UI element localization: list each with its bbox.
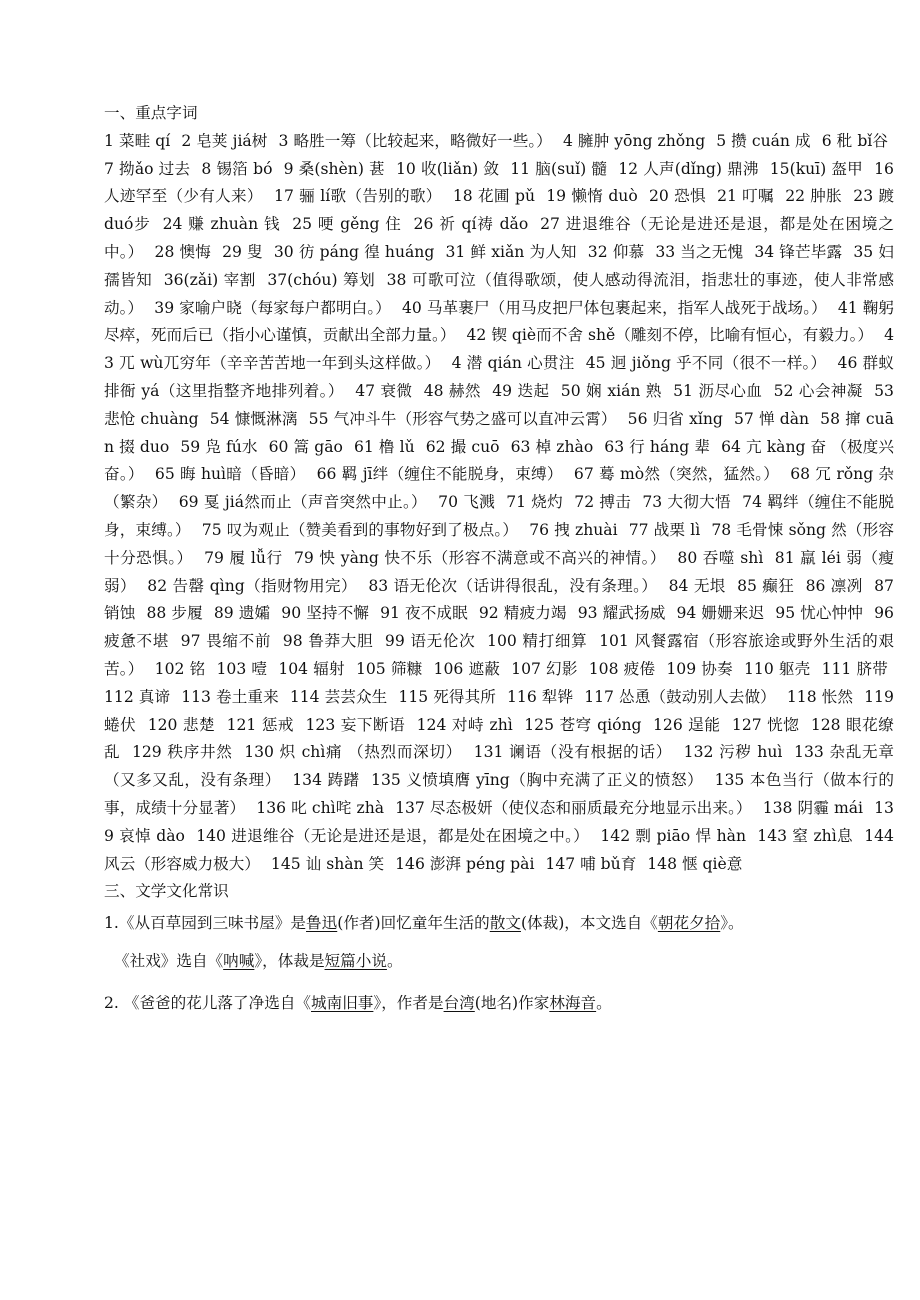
vocab-item: 95 忧心忡忡: [775, 604, 863, 623]
vocab-heading: 一、重点字词: [104, 104, 198, 122]
text-segment: (作者)回忆童年生活的: [337, 914, 490, 933]
vocab-item: 66 羁 jī绊（缠住不能脱身，束缚）: [316, 465, 563, 484]
vocab-item: 85 癫狂: [737, 576, 795, 595]
vocab-item: 21 叮嘱: [717, 187, 774, 206]
vocab-item: 7 拗ǎo 过去: [104, 159, 191, 178]
vocab-item: 29 叟: [222, 242, 263, 261]
vocab-item: 110 躯壳: [743, 659, 811, 678]
vocab-item: 137 尽态极妍（使仪态和丽质最充分地显示出来。）: [395, 798, 752, 817]
vocab-item: 19 懒惰 duò: [546, 187, 638, 206]
vocab-item: 84 无垠: [668, 576, 726, 595]
text-segment: 》，作者是: [373, 993, 444, 1012]
vocab-item: 76 拽 zhuài: [529, 520, 618, 539]
vocab-item: 18 花圃 pǔ: [452, 187, 535, 206]
vocab-item: 28 懊悔: [154, 242, 211, 261]
vocab-item: 71 烧灼: [506, 493, 564, 512]
vocab-item: 82 告罄 qìng（指财物用完）: [147, 576, 357, 595]
vocab-item: 68 冗 rǒng 杂（繁杂）: [104, 465, 894, 512]
vocab-item: 94 姗姗来迟: [676, 604, 765, 623]
author-name: 鲁迅: [306, 914, 338, 933]
vocab-item: 38 可歌可泣（值得歌颂，使人感动得流泪，指悲壮的事迹，使人非常感动。）: [104, 270, 894, 317]
vocab-item: 112 真谛: [104, 687, 171, 706]
vocab-item: 16 人迹罕至（少有人来）: [104, 159, 894, 206]
vocab-item: 32 仰慕: [587, 242, 645, 261]
vocab-item: 96 疲惫不堪: [104, 604, 894, 651]
vocab-item: 57 惮 dàn: [734, 409, 810, 428]
vocab-item: 117 怂恿（鼓动别人去做）: [584, 687, 776, 706]
vocab-item: 77 战栗 lì: [628, 520, 701, 539]
vocab-item: 59 凫 fú水: [180, 437, 258, 456]
vocab-item: 63 行 háng 辈: [604, 437, 711, 456]
vocab-item: 89 遗孀: [213, 604, 271, 623]
vocab-item: 69 戛 jiá然而止（声音突然中止。）: [178, 493, 427, 512]
vocab-item: 144 风云（形容威力极大）: [104, 826, 894, 873]
vocab-item: 45 迥 jiǒng 乎不同（很不一样。）: [585, 354, 827, 373]
vocab-item: 134 踌躇: [292, 771, 360, 790]
vocab-item: 142 剽 piāo 悍 hàn: [600, 826, 747, 845]
document-page: [104, 100, 894, 1018]
vocab-item: 43 兀 wù兀穷年（辛辛苦苦地一年到头这样做。）: [104, 326, 895, 373]
text-segment: 《社戏》选自《: [114, 951, 224, 970]
text-segment: 《爸爸的花儿落了: [123, 993, 249, 1012]
place-name: 台湾: [443, 993, 475, 1012]
vocab-item: 132 污秽 huì: [683, 743, 783, 762]
vocab-item: 109 协奏: [666, 659, 733, 678]
genre: 短篇小说: [324, 951, 387, 970]
vocab-item: 111 脐带: [821, 659, 888, 678]
vocab-item: 15(kuī) 盔甲: [769, 159, 863, 178]
vocab-item: 70 飞溅: [438, 493, 495, 512]
vocab-item: 104 辐射: [278, 659, 345, 678]
vocab-item: 129 秩序井然: [131, 743, 233, 762]
vocab-item: 103 噎: [216, 659, 268, 678]
vocab-item: 91 夜不成眠: [380, 604, 468, 623]
vocab-item: 67 蓦 mò然（突然，猛然。）: [573, 465, 780, 484]
source-book: 呐喊: [223, 951, 255, 970]
vocab-item: 79 怏 yàng 快不乐（形容不满意或不高兴的神情。）: [293, 548, 666, 567]
vocab-item: 147 哺 bǔ育: [545, 854, 637, 873]
vocab-item: 6 秕 bǐ谷: [821, 131, 888, 150]
vocab-item: 31 鲜 xiǎn 为人知: [445, 242, 577, 261]
vocab-list: [104, 128, 894, 879]
vocab-item: 25 哽 gěng 住: [292, 215, 402, 234]
vocab-item: 128 眼花缭乱: [104, 715, 894, 762]
vocab-item: 92 精疲力竭: [478, 604, 567, 623]
vocab-item: 3 略胜一筹（比较起来，略微好一些。）: [278, 131, 552, 150]
vocab-item: 42 锲 qiè而不舍 shě（雕刻不停，比喻有恒心，有毅力。）: [466, 326, 874, 345]
vocab-item: 4 潜 qián 心贯注: [451, 354, 575, 373]
vocab-item: 115 死得其所: [398, 687, 496, 706]
vocab-item: 138 阴霾 mái: [762, 798, 864, 817]
vocab-item: 74 羁绊（缠住不能脱身，束缚。）: [104, 493, 894, 539]
vocab-item: 99 语无伦次: [384, 632, 476, 651]
vocab-item: 73 大彻大悟: [642, 493, 731, 512]
vocab-item: 22 肿胀: [785, 187, 843, 206]
vocab-item: 62 撮 cuō: [425, 437, 500, 456]
text-segment: 。: [596, 993, 612, 1012]
vocab-item: 100 精打细算: [487, 632, 588, 651]
vocab-item: 81 羸 léi 弱（瘦弱）: [104, 548, 894, 595]
vocab-item: 90 坚持不懈: [281, 604, 370, 623]
vocab-item: 4 臃肿 yōng zhǒng: [562, 131, 706, 150]
vocab-item: 53 悲怆 chuàng: [104, 381, 894, 428]
vocab-item: 20 恐惧: [649, 187, 706, 206]
vocab-item: 88 步履: [146, 604, 203, 623]
vocab-item: 118 怅然: [786, 687, 854, 706]
vocab-item: 34 锋芒毕露: [754, 242, 843, 261]
vocab-item: 145 讪 shàn 笑: [270, 854, 385, 873]
vocab-item: 52 心会神凝: [773, 381, 863, 400]
source-book: 城南旧事: [311, 993, 374, 1012]
vocab-item: 101 风餐露宿（形容旅途或野外生活的艰苦。）: [104, 632, 894, 678]
vocab-item: 17 骊 lí歌（告别的歌）: [274, 187, 442, 206]
vocab-item: 123 妄下断语: [305, 715, 406, 734]
vocab-item: 51 沥尽心血: [673, 381, 763, 400]
vocab-item: 37(chóu) 筹划: [267, 270, 376, 289]
vocab-item: 146 澎湃 péng pài: [395, 854, 535, 873]
vocab-item: 114 芸芸众生: [289, 687, 388, 706]
culture-item-1b: [104, 948, 894, 976]
vocab-item: 106 遮蔽: [433, 659, 501, 678]
vocab-item: 108 疲倦: [588, 659, 656, 678]
item-number: 1.: [104, 914, 119, 933]
vocab-item: 116 犁铧: [507, 687, 574, 706]
text-segment: (地名)作家: [474, 993, 550, 1012]
text-segment: 》。: [720, 914, 744, 933]
vocab-item: 119 蜷伏: [104, 687, 894, 734]
vocab-item: 11 脑(suǐ) 髓: [510, 159, 608, 178]
vocab-item: 24 赚 zhuàn 钱: [162, 215, 281, 234]
vocab-item: 48 赫然: [423, 381, 481, 400]
vocab-item: 120 悲楚: [147, 715, 216, 734]
culture-heading: 三、文学文化常识: [104, 882, 229, 901]
vocab-item: 50 娴 xián 熟: [560, 381, 662, 400]
vocab-item: 36(zǎi) 宰割: [163, 270, 256, 289]
vocab-item: 113 卷土重来: [181, 687, 279, 706]
item-number: 2.: [104, 993, 119, 1012]
text-segment: 《从百草园到三味书屋》是: [118, 914, 307, 933]
vocab-item: 143 窒 zhì息: [757, 826, 853, 845]
vocab-item: 126 逞能: [653, 715, 721, 734]
vocab-item: 83 语无伦次（话讲得很乱，没有条理。）: [368, 576, 658, 595]
vocab-item: 125 苍穹 qióng: [524, 715, 642, 734]
vocab-item: 121 惩戒: [226, 715, 295, 734]
text-segment: 。: [386, 951, 403, 970]
vocab-item: 127 恍惚: [731, 715, 800, 734]
vocab-item: 75 叹为观止（赞美看到的事物好到了极点。）: [201, 520, 519, 539]
vocab-item: 97 畏缩不前: [180, 632, 272, 651]
vocab-item: 130 炽 chì痛 （热烈而深切）: [244, 743, 463, 762]
vocab-item: 55 气冲斗牛（形容气势之盛可以直冲云霄）: [308, 409, 617, 428]
vocab-item: 61 橹 lǔ: [354, 437, 415, 456]
vocab-item: 54 慷慨淋漓: [209, 409, 298, 428]
vocab-item: 135 义愤填膺 yīng（胸中充满了正义的愤怒）: [371, 771, 704, 790]
vocab-item: 93 耀武扬威: [577, 604, 666, 623]
vocab-item: 65 晦 huì暗（昏暗）: [154, 465, 306, 484]
vocab-item: 136 叱 chì咤 zhà: [256, 798, 385, 817]
vocab-item: 63 棹 zhào: [510, 437, 594, 456]
vocab-item: 40 马革裹尸（用马皮把尸体包裹起来，指军人战死于战场。）: [401, 298, 827, 317]
vocab-item: 64 亢 kàng 奋 （极度兴奋。）: [104, 437, 894, 484]
vocab-item: 98 鲁莽大胆: [282, 632, 374, 651]
vocab-item: 87 销蚀: [104, 576, 894, 623]
vocab-item: 46 群蚁排衙 yá（这里指整齐地排列着。）: [104, 354, 894, 400]
vocab-item: 35 妇孺皆知: [104, 242, 894, 289]
vocab-item: 27 进退维谷（无论是进还是退，都是处在困境之中。）: [104, 215, 894, 261]
vocab-item: 56 归省 xǐng: [627, 409, 723, 428]
vocab-item: 72 搏击: [574, 493, 632, 512]
vocab-item: 8 锡箔 bó: [201, 159, 273, 178]
vocab-item: 47 衰微: [355, 381, 413, 400]
vocab-item: 86 凛冽: [805, 576, 863, 595]
vocab-item: 12 人声(dǐng) 鼎沸: [618, 159, 759, 178]
vocab-item: 49 迭起: [492, 381, 550, 400]
vocab-item: 26 祈 qí祷 dǎo: [413, 215, 529, 234]
vocab-item: 23 踱 duó步: [104, 187, 894, 234]
vocab-item: 2 皂荚 jiá树: [181, 131, 268, 150]
vocab-item: 139 哀悼 dào: [104, 798, 894, 845]
vocab-item: 102 铭: [154, 659, 206, 678]
vocab-item: 124 对峙 zhì: [416, 715, 513, 734]
vocab-item: 78 毛骨悚 sǒng 然（形容十分恐惧。）: [104, 520, 894, 567]
source-book: 朝花夕拾: [657, 914, 721, 933]
vocab-item: 39 家喻户晓（每家每户都明白。）: [154, 298, 391, 317]
vocab-item: 133 杂乱无章（又多又乱，没有条理）: [104, 743, 894, 790]
genre: 散文: [489, 914, 521, 933]
text-segment: 净选自《: [248, 993, 312, 1012]
vocab-item: 10 收(liǎn) 敛: [395, 159, 500, 178]
vocab-item: 79 履 lǚ行: [204, 548, 283, 567]
vocab-item: 41 鞠躬尽瘁，死而后已（指小心谨慎，贡献出全部力量。）: [104, 298, 894, 345]
vocab-item: 131 谰语（没有根据的话）: [473, 743, 672, 762]
vocab-item: 135 本色当行（做本行的事，成绩十分显著）: [104, 771, 894, 817]
vocab-item: 30 彷 páng 徨 huáng: [273, 242, 435, 261]
vocab-item: 105 筛糠: [355, 659, 423, 678]
culture-item-2: [104, 990, 894, 1018]
vocab-item: 107 幻影: [511, 659, 578, 678]
vocab-item: 1 菜畦 qí: [104, 131, 171, 150]
vocab-item: 60 篙 gāo: [268, 437, 343, 456]
vocab-item: 80 吞噬 shì: [677, 548, 764, 567]
text-segment: (体裁)，本文选自《: [520, 914, 658, 933]
vocab-item: 9 桑(shèn) 葚: [283, 159, 385, 178]
vocab-item: 58 撺 cuān 掇 duo: [104, 409, 894, 456]
vocab-item: 140 进退维谷（无论是进还是退，都是处在困境之中。）: [196, 826, 590, 845]
vocab-item: 5 攒 cuán 成: [716, 131, 811, 150]
text-segment: 》，体裁是: [254, 951, 325, 970]
culture-item-1: [104, 910, 894, 938]
vocab-item: 148 惬 qiè意: [647, 854, 743, 873]
vocab-item: 33 当之无愧: [655, 242, 744, 261]
author-name: 林海音: [549, 993, 597, 1012]
